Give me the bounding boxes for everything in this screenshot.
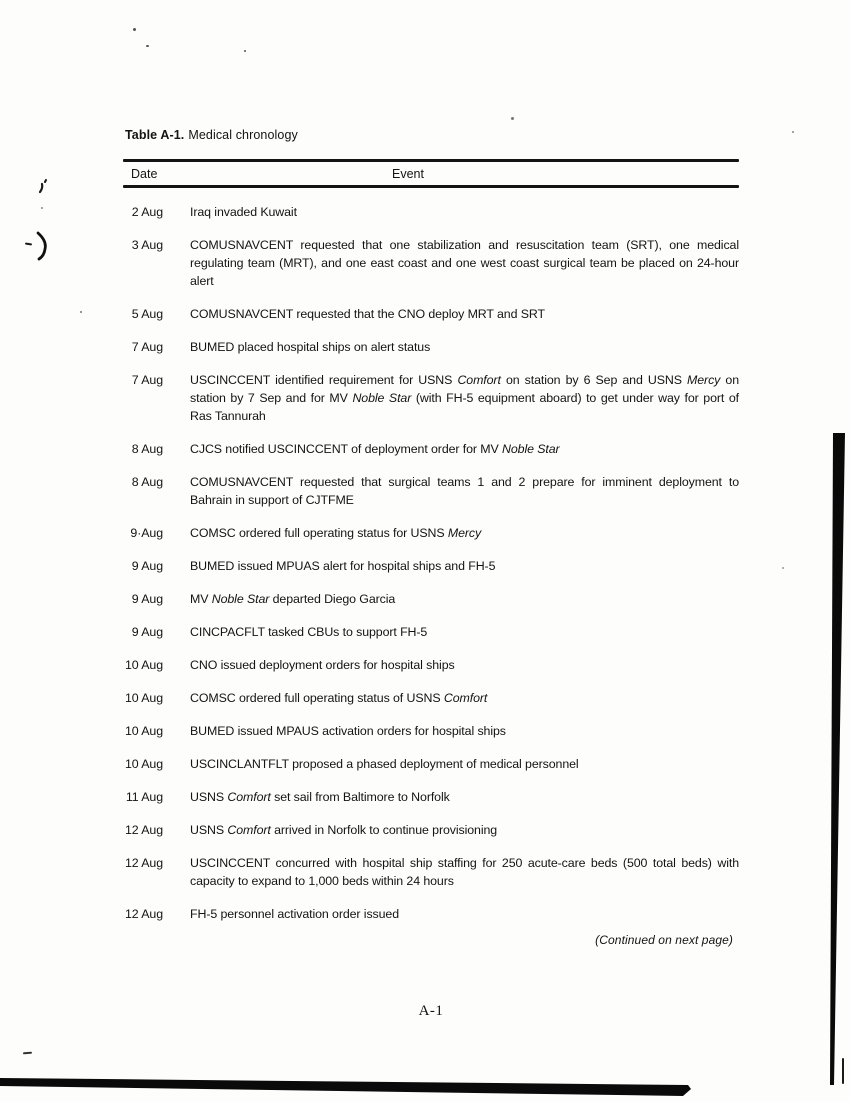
page-number: A-1 — [418, 1003, 444, 1019]
event-cell: CNO issued deployment orders for hospital ships — [190, 658, 455, 672]
date-cell: 5 Aug — [131, 307, 163, 321]
scan-speck — [511, 117, 514, 120]
pen-dash-mark — [25, 243, 32, 246]
scan-line-bottom-right — [842, 1058, 844, 1084]
date-cell: 8 Aug — [131, 442, 163, 456]
date-cell: 9·Aug — [130, 526, 163, 540]
date-cell: 9 Aug — [131, 559, 163, 573]
table-row — [123, 440, 739, 458]
table-row — [123, 854, 739, 890]
event-cell: MV Noble Star departed Diego Garcia — [190, 592, 396, 606]
event-cell: COMUSNAVCENT requested that surgical teams 1 and 2 prepare for imminent deployment to Bahrain in support of CJTFME — [190, 475, 739, 507]
event-column-header: Event — [392, 166, 424, 181]
table-row — [123, 203, 739, 221]
event-cell: COMUSNAVCENT requested that one stabilization and resuscitation team (SRT), one medical regulating team (MRT), and one east coast and one west coast surgical team be placed on 24-hour alert — [190, 238, 739, 288]
date-cell: 7 Aug — [131, 340, 163, 354]
scan-speck — [244, 50, 246, 52]
table-row — [123, 722, 739, 740]
date-cell: 10 Aug — [125, 658, 163, 672]
event-cell: BUMED placed hospital ships on alert status — [190, 340, 431, 354]
handwritten-paren-mark — [35, 231, 51, 261]
scan-bar-bottom-edge — [0, 1072, 700, 1102]
date-cell: 10 Aug — [125, 724, 163, 738]
table-row — [123, 371, 739, 425]
date-cell: 10 Aug — [125, 691, 163, 705]
event-cell: COMSC ordered full operating status of USNS Comfort — [190, 691, 488, 705]
continued-note: (Continued on next page) — [595, 933, 733, 947]
scan-speck — [133, 28, 136, 31]
date-cell: 2 Aug — [131, 205, 163, 219]
date-cell: 12 Aug — [125, 823, 163, 837]
event-cell: CINCPACFLT tasked CBUs to support FH-5 — [190, 625, 428, 639]
event-cell: USCINCCENT concurred with hospital ship staffing for 250 acute-care beds (500 total beds) with capacity to expand to 1,000 beds within 24 hours — [190, 856, 739, 888]
table-title-label: Table A-1. — [125, 128, 185, 142]
date-cell: 7 Aug — [131, 373, 163, 387]
event-cell: USCINCCENT identified requirement for USNS Comfort on station by 6 Sep and USNS Mercy on station by 7 Sep and for MV Noble Star (with FH-5 equipment aboard) to get under way for port of Ras Tannurah — [190, 373, 739, 423]
date-cell: 9 Aug — [131, 625, 163, 639]
table-row — [123, 788, 739, 806]
table-row — [123, 338, 739, 356]
table-row — [123, 236, 739, 290]
event-cell: USNS Comfort set sail from Baltimore to Norfolk — [190, 790, 450, 804]
scan-bar-right-edge — [824, 430, 850, 1090]
date-cell: 9 Aug — [131, 592, 163, 606]
event-cell: USNS Comfort arrived in Norfolk to continue provisioning — [190, 823, 498, 837]
event-cell: BUMED issued MPAUS activation orders for hospital ships — [190, 724, 506, 738]
scan-speck — [80, 311, 82, 313]
event-cell: FH-5 personnel activation order issued — [190, 907, 400, 921]
event-cell: COMUSNAVCENT requested that the CNO deploy MRT and SRT — [190, 307, 545, 321]
handwritten-tick-mark — [37, 179, 51, 195]
table-row — [123, 821, 739, 839]
date-cell: 11 Aug — [125, 790, 163, 804]
scan-speck — [146, 45, 149, 47]
table-row — [123, 905, 739, 923]
event-cell: Iraq invaded Kuwait — [190, 205, 297, 219]
scan-speck — [782, 567, 784, 569]
scan-speck — [792, 131, 794, 133]
pen-dash-mark-bottom — [23, 1052, 32, 1055]
date-column-header: Date — [131, 166, 158, 181]
date-cell: 12 Aug — [125, 907, 163, 921]
event-cell: COMSC ordered full operating status for USNS Mercy — [190, 526, 482, 540]
table-title-text: Medical chronology — [188, 128, 298, 142]
chronology-table — [123, 159, 739, 947]
scan-speck — [41, 207, 43, 209]
table-row — [123, 524, 739, 542]
date-cell: 12 Aug — [125, 856, 163, 870]
table-row — [123, 656, 739, 674]
table-title — [125, 128, 298, 142]
table-row — [123, 557, 739, 575]
table-row — [123, 623, 739, 641]
table-row — [123, 473, 739, 509]
chronology-table-body — [123, 188, 739, 923]
table-header-row — [123, 162, 739, 185]
table-row — [123, 755, 739, 773]
event-cell: BUMED issued MPUAS alert for hospital ships and FH-5 — [190, 559, 496, 573]
event-cell: CJCS notified USCINCCENT of deployment order for MV Noble Star — [190, 442, 560, 456]
table-row — [123, 305, 739, 323]
date-cell: 10 Aug — [125, 757, 163, 771]
table-row — [123, 689, 739, 707]
table-row — [123, 590, 739, 608]
date-cell: 8 Aug — [131, 475, 163, 489]
date-cell: 3 Aug — [131, 238, 163, 252]
event-cell: USCINCLANTFLT proposed a phased deployment of medical personnel — [190, 757, 579, 771]
